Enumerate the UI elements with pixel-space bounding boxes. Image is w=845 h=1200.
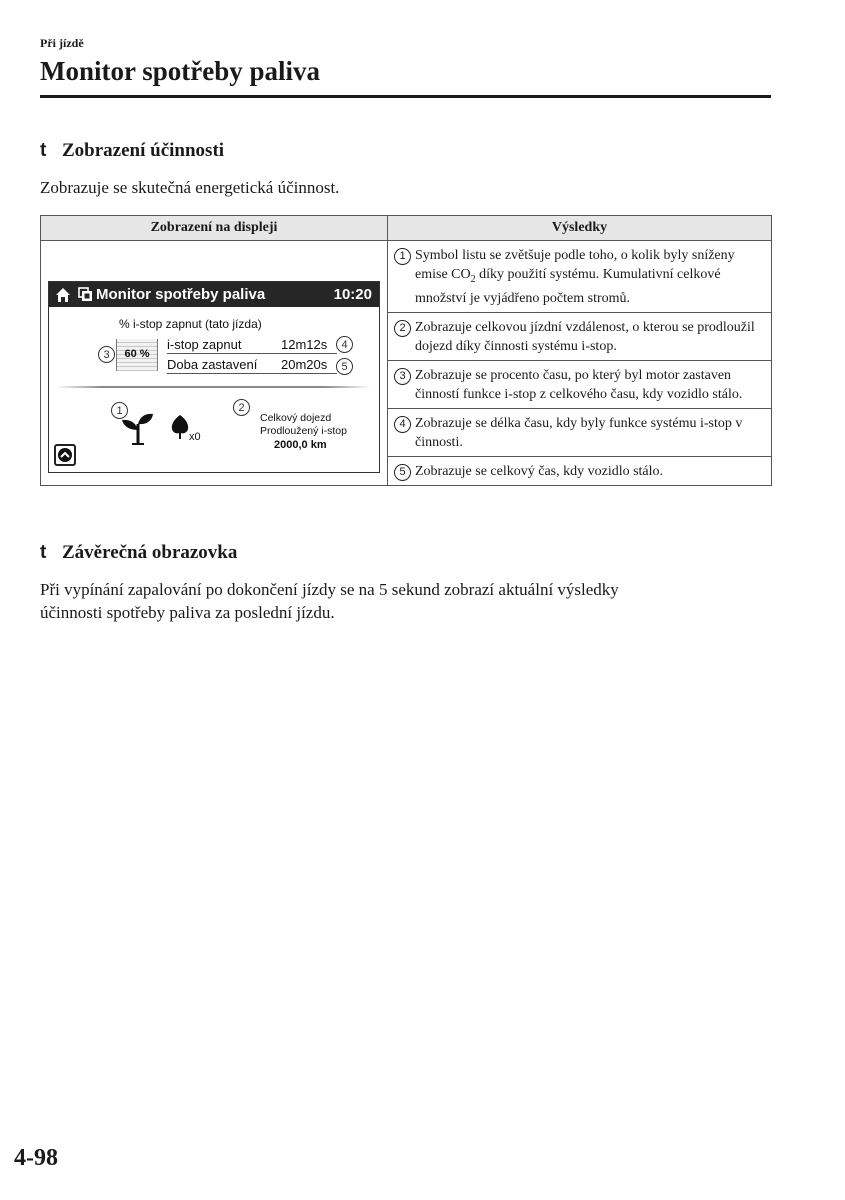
callout-marker-5: 5 — [394, 464, 411, 481]
section-heading-text: Závěrečná obrazovka — [62, 542, 238, 563]
callout-5: 5 — [336, 358, 353, 375]
paragraph-line: účinnosti spotřeby paliva za poslední jízdu. — [40, 603, 335, 622]
result-row-3 — [388, 360, 772, 408]
home-icon — [55, 287, 71, 303]
result-text-1b: díky použití systému. Kumulativní celkové množství je vyjádřeno počtem stromů. — [415, 267, 721, 306]
screen-clock: 10:20 — [333, 286, 372, 303]
stop-time-label: Doba zastavení — [167, 357, 258, 372]
page-number: 4-98 — [14, 1145, 58, 1171]
distance-value: 2000,0 km — [274, 439, 327, 451]
screen-header-bar — [49, 282, 379, 307]
result-row-4 — [388, 408, 772, 456]
section-heading-text: Zobrazení účinnosti — [62, 140, 225, 161]
istop-percent-gauge — [116, 339, 158, 371]
result-row-1 — [388, 241, 772, 313]
row-divider — [167, 373, 337, 374]
section-heading-final-screen — [40, 542, 237, 564]
result-text-5: Zobrazuje se celkový čas, kdy vozidlo stálo. — [415, 463, 664, 479]
result-text-4: Zobrazuje se délka času, kdy byly funkce systému i-stop v činnosti. — [415, 415, 743, 450]
scroll-up-button[interactable] — [54, 444, 76, 466]
display-screen — [48, 281, 380, 473]
leaf-sprout-icon — [121, 410, 155, 446]
co2-subscript: 2 — [470, 273, 476, 285]
screen-subtitle: % i-stop zapnut (tato jízda) — [119, 317, 262, 331]
row-divider — [167, 353, 337, 354]
result-row-5 — [388, 456, 772, 485]
final-screen-paragraph — [40, 578, 619, 624]
section-label: Při jízdě — [40, 36, 84, 50]
callout-marker-3: 3 — [394, 368, 411, 385]
results-table — [40, 215, 772, 486]
column-header-display: Zobrazení na displeji — [41, 216, 388, 241]
screen-title: Monitor spotřeby paliva — [96, 286, 266, 303]
result-row-2 — [388, 312, 772, 360]
callout-4: 4 — [336, 336, 353, 353]
result-text-2: Zobrazuje celkovou jízdní vzdálenost, o kterou se prodloužil dojezd díky činnosti systému i-stop. — [415, 319, 755, 354]
title-rule — [40, 95, 771, 98]
istop-on-label: i-stop zapnut — [167, 337, 242, 352]
bullet-marker: t — [40, 542, 47, 563]
scroll-up-icon — [57, 447, 73, 463]
gauge-value: 60 % — [124, 348, 150, 360]
display-illustration-cell — [41, 241, 388, 486]
stop-time-value: 20m20s — [281, 357, 328, 372]
intro-paragraph: Zobrazuje se skutečná energetická účinnost. — [40, 178, 340, 197]
result-text-1a: Symbol listu se zvětšuje podle toho, o kolik byly sníženy emise CO — [415, 248, 735, 282]
istop-on-value: 12m12s — [281, 337, 328, 352]
callout-marker-4: 4 — [394, 416, 411, 433]
tree-count: x0 — [189, 431, 201, 443]
callout-3: 3 — [98, 346, 115, 363]
callout-marker-1: 1 — [394, 248, 411, 265]
distance-label-total: Celkový dojezd — [260, 412, 332, 424]
callout-1: 1 — [111, 402, 128, 419]
callout-2: 2 — [233, 399, 250, 416]
fuel-monitor-icon — [78, 287, 93, 302]
section-heading-efficiency — [40, 140, 224, 162]
result-text-3: Zobrazuje se procento času, po který byl motor zastaven činností funkce i-stop z celkového času, kdy vozidlo stálo. — [415, 367, 743, 402]
section-divider — [55, 386, 371, 388]
page-title: Monitor spotřeby paliva — [40, 56, 321, 86]
distance-label-extended: Prodloužený i-stop — [260, 425, 347, 437]
column-header-results: Výsledky — [388, 216, 772, 241]
paragraph-line: Při vypínání zapalování po dokončení jízdy se na 5 sekund zobrazí aktuální výsledky — [40, 580, 619, 599]
bullet-marker: t — [40, 140, 47, 161]
tree-icon — [170, 414, 190, 440]
callout-marker-2: 2 — [394, 320, 411, 337]
